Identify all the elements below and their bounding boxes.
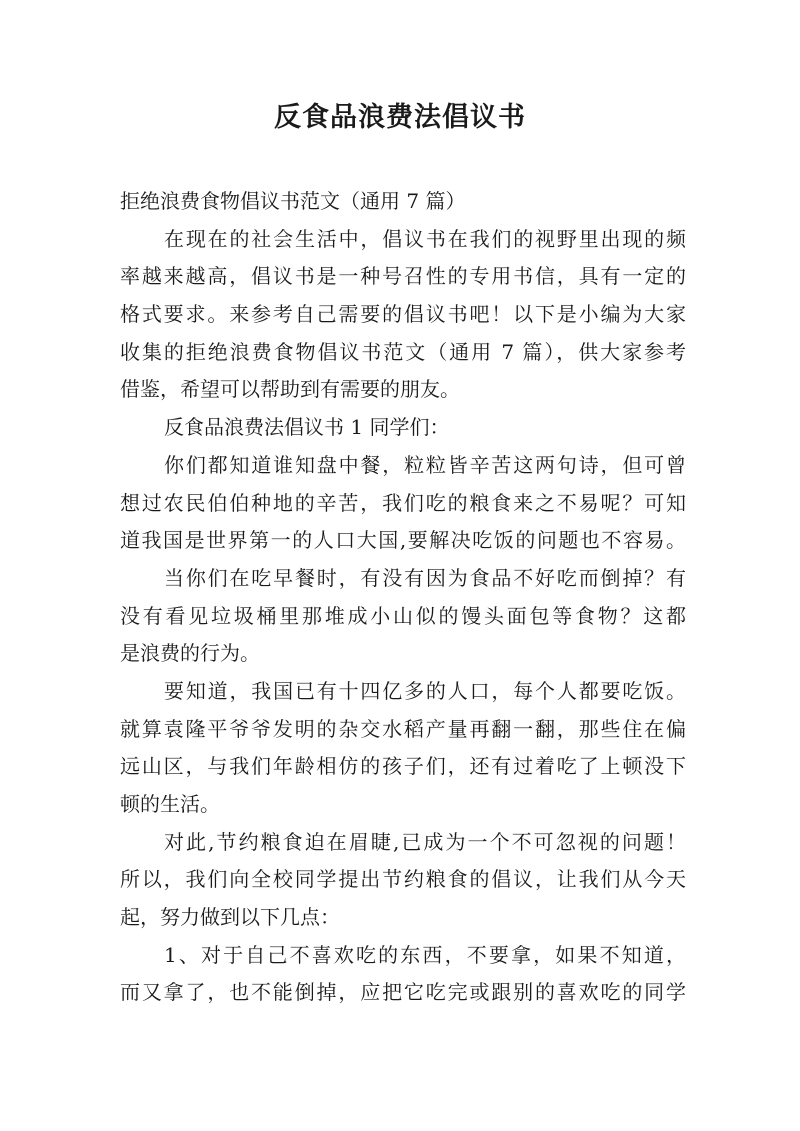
paragraph-line: 你们都知道谁知盘中餐，粒粒皆辛苦这两句诗，但可曾: [164, 452, 686, 477]
paragraph-line: 道我国是世界第一的人口大国,要解决吃饭的问题也不容易。: [120, 528, 686, 553]
paragraph-line: 没有看见垃圾桶里那堆成小山似的馒头面包等食物？这都: [120, 603, 686, 628]
paragraph-line: 当你们在吃早餐时，有没有因为食品不好吃而倒掉？有: [164, 565, 686, 590]
paragraph-line: 对此,节约粮食迫在眉睫,已成为一个不可忽视的问题！: [164, 829, 686, 854]
paragraph-line: 起，努力做到以下几点：: [120, 905, 340, 930]
paragraph-line: 在现在的社会生活中，倡议书在我们的视野里出现的频: [164, 226, 686, 251]
paragraph-line: 要知道，我国已有十四亿多的人口，每个人都要吃饭。: [164, 678, 686, 703]
document-title: 反食品浪费法倡议书: [274, 102, 526, 133]
paragraph-line: 远山区，与我们年龄相仿的孩子们，还有过着吃了上顿没下: [120, 754, 686, 779]
paragraph-line: 顿的生活。: [120, 792, 220, 816]
paragraph-line: 想过农民伯伯种地的辛苦，我们吃的粮食来之不易呢？可知: [120, 490, 686, 515]
paragraph-line: 所以，我们向全校同学提出节约粮食的倡议，让我们从今天: [120, 867, 686, 892]
paragraph-line: 是浪费的行为。: [120, 641, 260, 666]
paragraph-line: 就算袁隆平爷爷发明的杂交水稻产量再翻一翻，那些住在偏: [120, 716, 686, 741]
paragraph-line: 率越来越高，倡议书是一种号召性的专用书信，具有一定的: [120, 264, 686, 289]
paragraph-line: 借鉴，希望可以帮助到有需要的朋友。: [120, 377, 460, 402]
paragraph-line: 格式要求。来参考自己需要的倡议书吧！以下是小编为大家: [120, 302, 686, 327]
paragraph-line: 反食品浪费法倡议书 1 同学们：: [164, 415, 450, 440]
paragraph-line: 1、对于自己不喜欢吃的东西，不要拿，如果不知道，: [164, 942, 686, 967]
paragraph-line: 而又拿了，也不能倒掉，应把它吃完或跟别的喜欢吃的同学: [120, 980, 686, 1005]
paragraph-line: 收集的拒绝浪费食物倡议书范文（通用 7 篇），供大家参考: [120, 339, 686, 364]
document-body: [120, 183, 686, 1012]
subtitle-line: 拒绝浪费食物倡议书范文（通用 7 篇）: [120, 189, 466, 213]
